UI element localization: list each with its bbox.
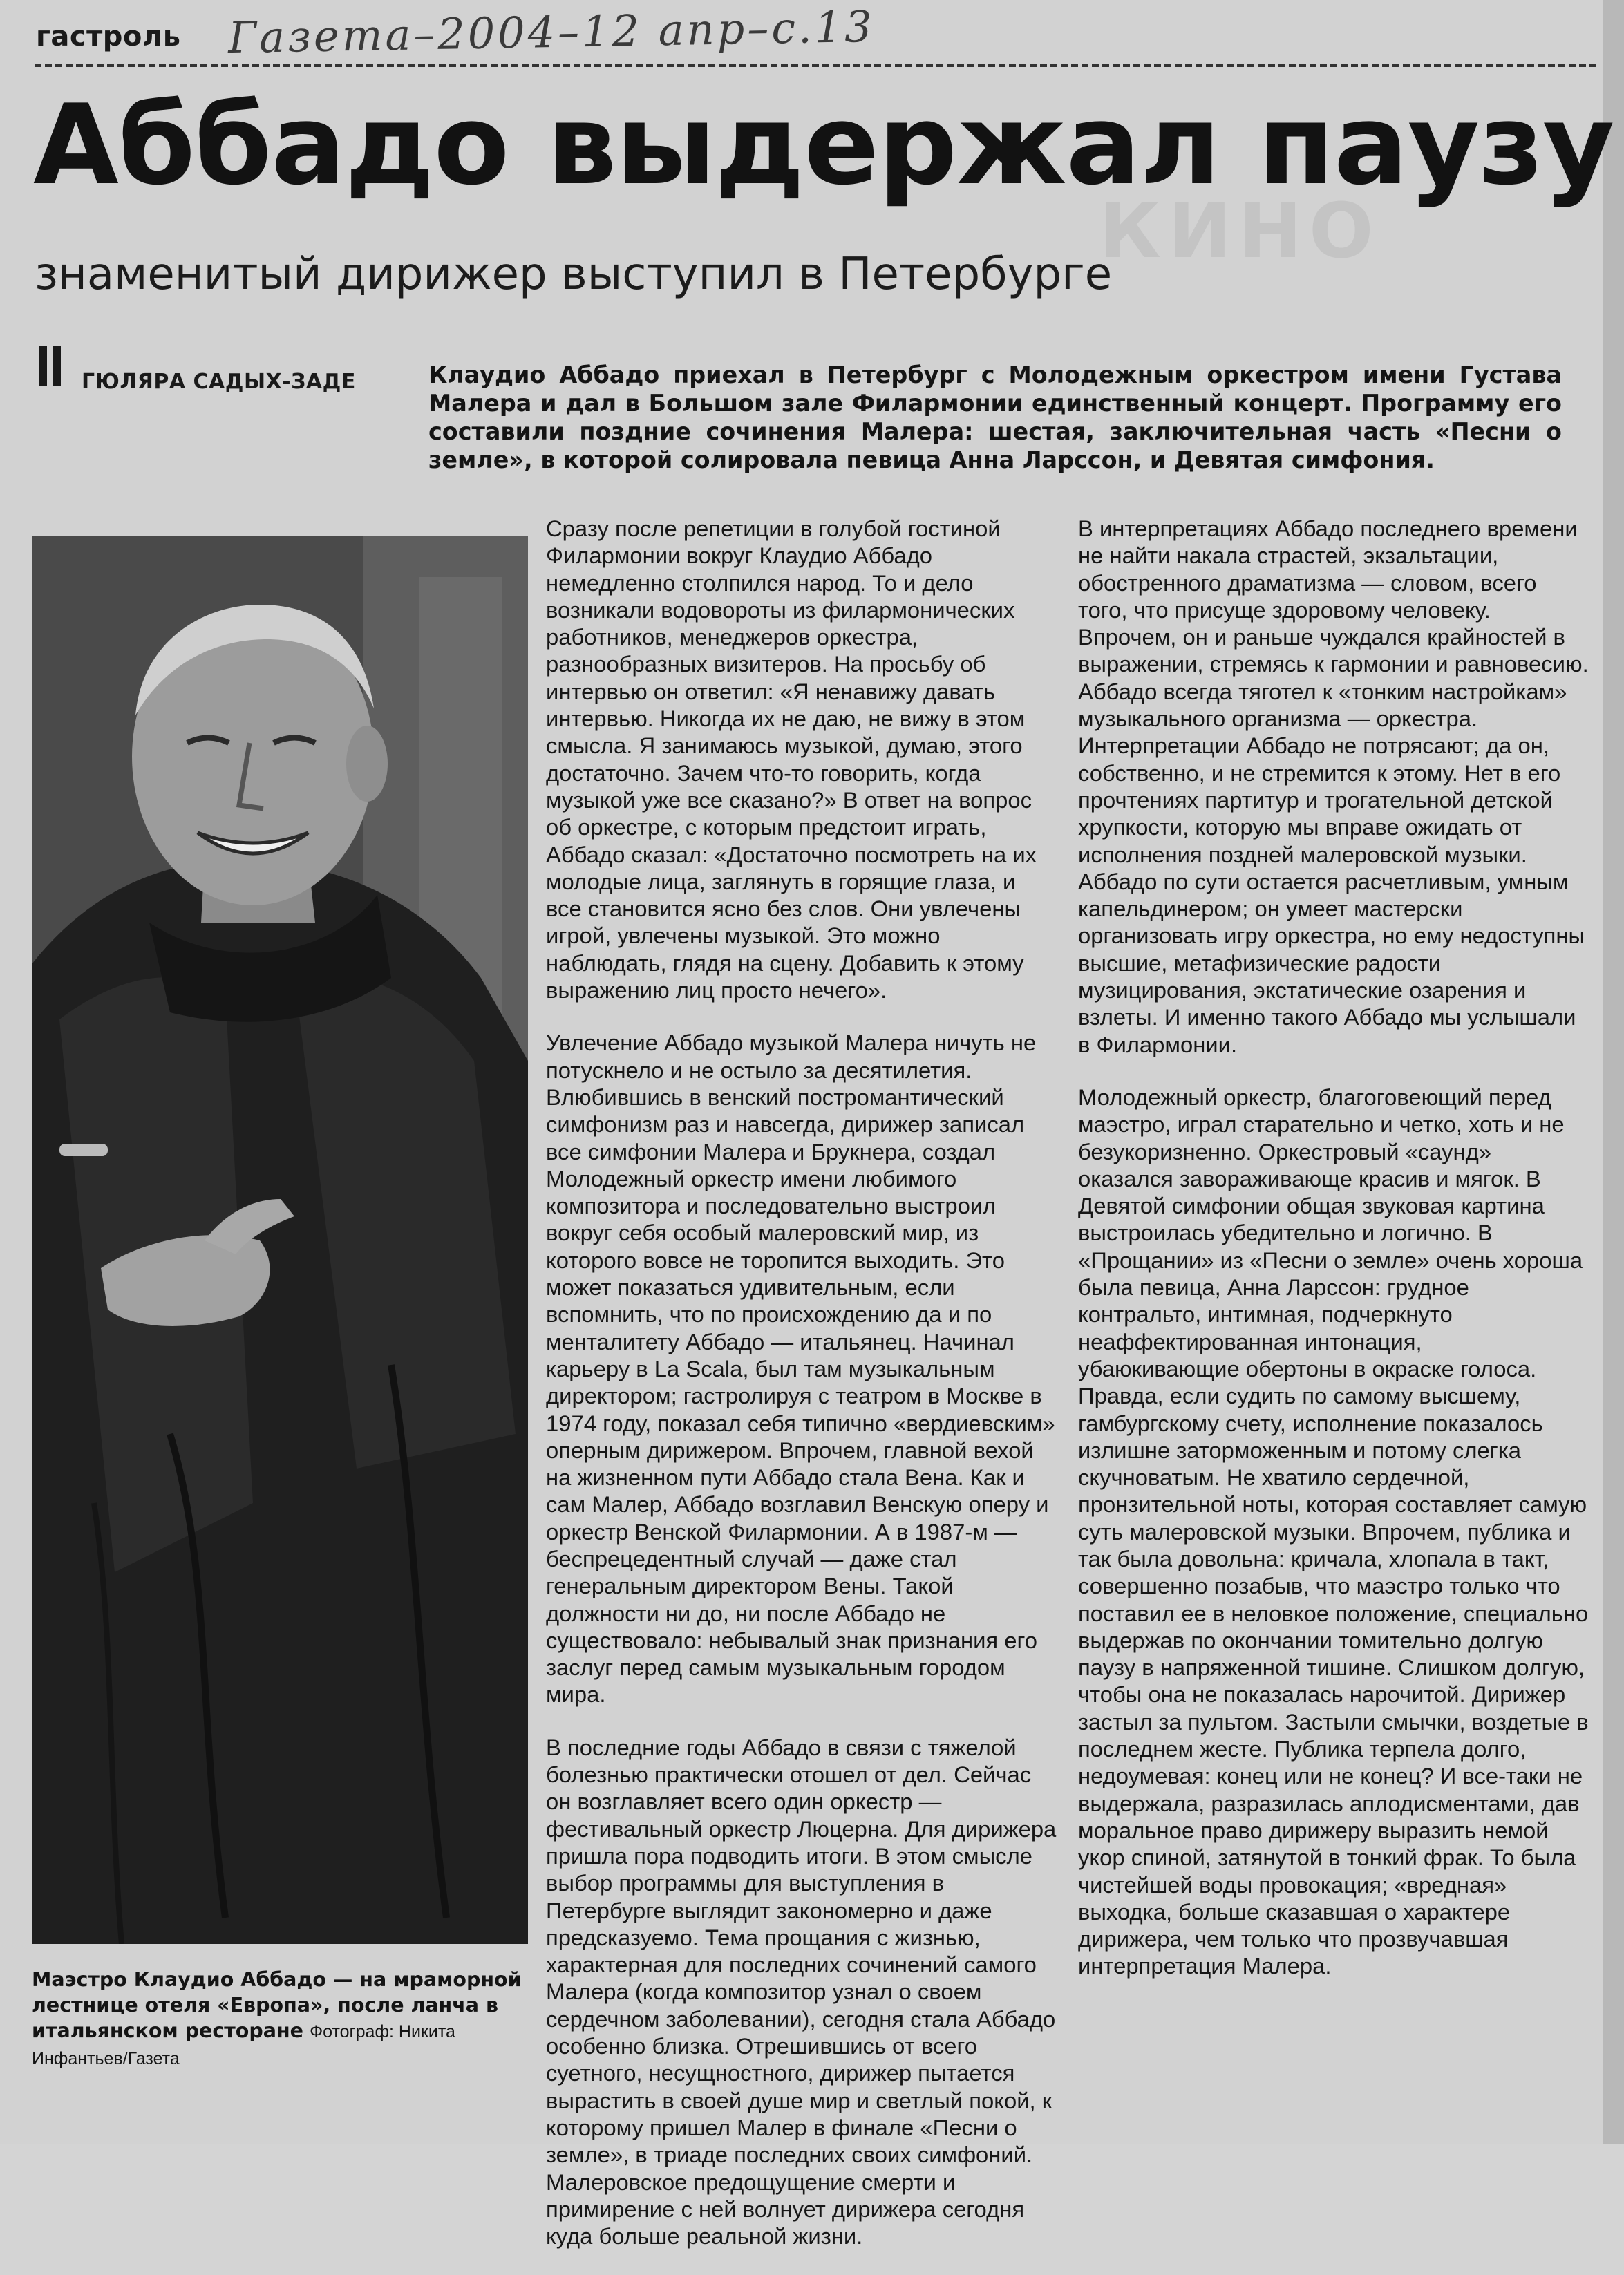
- author-byline: ГЮЛЯРА САДЫХ-ЗАДЕ: [82, 370, 356, 394]
- photo-caption: [32, 1967, 528, 2072]
- section-rubric: гастроль: [36, 21, 181, 53]
- author-marker-icon: [39, 346, 65, 386]
- headline: Аббадо выдержал паузу: [33, 80, 1614, 209]
- body-paragraph: Молодежный оркестр, благоговеющий перед маэстро, играл старательно и четко, хоть и не безукоризненно. Оркестровый «саунд» оказался завораживающе красив и мягок. В Девятой симфонии общая звуковая картина выстроилась убедительно и логично. В «Прощании» из «Песни о земле» очень хороша была певица, Анна Ларссон: грудное контральто, интимная, подчеркнуто неаффектированная интонация, убаюкивающие обертоны в окраске голоса. Правда, если судить по самому высшему, гамбургскому счету, исполнение показалось излишне заторможенным и потому слегка скучноватым. Не хватило сердечной, пронзительной ноты, которая составляет самую суть малеровской музыки. Впрочем, публика и так была довольна: кричала, хлопала в такт, совершенно позабыв, что маэстро только что поставил ее в неловкое положение, специально выдержав по окончании томительно долгую паузу в напряженной тишине. Слишком долгую, чтобы она не показалась нарочитой. Дирижер застыл за пультом. Застыли смычки, воздетые в последнем жесте. Публика терпела долго, недоумевая: конец или не конец? И все-таки не выдержала, разразилась аплодисментами, дав моральное право дирижеру выразить немой укор спиной, затянутой в тонкий фрак. То была чистейшей воды провокация; «вредная» выходка, больше сказавшая о характере дирижера, чем только что прозвучавшая интерпретация Малера.: [1078, 1084, 1589, 1979]
- handwritten-source-note: Газета–2004–12 апр–с.13: [227, 1, 876, 64]
- bleed-through-text: КИНО: [1099, 187, 1381, 275]
- body-column-2: [1078, 515, 1589, 2005]
- body-paragraph: В последние годы Аббадо в связи с тяжелой болезнью практически отошел от дел. Сейчас он возглавляет всего один оркестр — фестивальный оркестр Люцерна. Для дирижера пришла пора подводить итоги. В этом смысле выбор программы для выступления в Петербурге выглядит закономерно и даже предсказуемо. Тема прощания с жизнью, характерная для последних сочинений самого Малера (когда композитор узнал о своем сердечном заболевании), сегодня стала Аббадо особенно близка. Отрешившись от всего суетного, несущностного, дирижер пытается вырастить в своей душе мир и светлый покой, к которому пришел Малер в финале «Песни о земле», в триаде последних своих симфоний. Малеровское предощущение смерти и примирение с ней волнует дирижера сегодня куда больше реальной жизни.: [546, 1734, 1057, 2249]
- body-column-1: [546, 515, 1057, 2275]
- subheadline: знаменитый дирижер выступил в Петербурге: [35, 249, 1113, 300]
- conductor-photo: [32, 536, 528, 1944]
- conductor-figure: [32, 536, 528, 1944]
- lead-paragraph: Клаудио Аббадо приехал в Петербург с Молодежным оркестром имени Густава Малера и дал в Большом зале Филармонии единственный концерт. Программу его составили поздние сочинения Малера: шестая, заключительная часть «Песни о земле», в которой солировала певица Анна Ларссон, и Девятая симфония.: [428, 361, 1562, 473]
- body-paragraph: Увлечение Аббадо музыкой Малера ничуть не потускнело и не остыло за десятилетия. Влюбившись в венский постромантический симфонизм раз и навсегда, дирижер записал все симфонии Малера и Брукнера, создал Молодежный оркестр имени любимого композитора и последовательно выстроил вокруг себя особый малеровский мир, из которого вовсе не торопится выходить. Это может показаться удивительным, если вспомнить, что по происхождению да и по менталитету Аббадо — итальянец. Начинал карьеру в La Scala, был там музыкальным директором; гастролируя с театром в Москве в 1974 году, показал себя типично «вердиевским» оперным дирижером. Впрочем, главной вехой на жизненном пути Аббадо стала Вена. Как и сам Малер, Аббадо возглавил Венскую оперу и оркестр Венской Филармонии. А в 1987-м — беспрецедентный случай — даже стал генеральным директором Вены. Такой должности ни до, ни после Аббадо не существовало: небывалый знак признания его заслуг перед самым музыкальным городом мира.: [546, 1030, 1055, 1708]
- caption-text: Маэстро Клаудио Аббадо — на мраморной лестнице отеля «Европа», после ланча в итальянском ресторане: [32, 1968, 522, 2042]
- photo-credit: Фотограф: Никита Инфантьев/Газета: [32, 2022, 455, 2068]
- body-paragraph: В интерпретациях Аббадо последнего времени не найти накала страстей, экзальтации, обостренного драматизма — словом, всего того, что присуще здоровому человеку. Впрочем, он и раньше чуждался крайностей в выражении, стремясь к гармонии и равновесию. Аббадо всегда тяготел к «тонким настройкам» музыкального организма — оркестра. Интерпретации Аббадо не потрясают; да он, собственно, и не стремится к этому. Нет в его прочтениях партитур и трогательной детской хрупкости, которую мы вправе ожидать от исполнения поздней малеровской музыки. Аббадо по сути остается расчетливым, умным капельдинером; он умеет мастерски организовать игру оркестра, но ему недоступны высшие, метафизические радости музицирования, экстатические озарения и взлеты. И именно такого Аббадо мы услышали в Филармонии.: [1078, 516, 1589, 1057]
- adjacent-page-edge: [1603, 0, 1624, 2144]
- body-paragraph: Сразу после репетиции в голубой гостиной Филармонии вокруг Клаудио Аббадо немедленно столпился народ. То и дело возникали водовороты из филармонических работников, менеджеров оркестра, разнообразных визитеров. На просьбу об интервью он ответил: «Я ненавижу давать интервью. Никогда их не даю, не вижу в этом смысла. Я занимаюсь музыкой, думаю, этого достаточно. Зачем что-то говорить, когда музыкой уже все сказано?» В ответ на вопрос об оркестре, с которым предстоит играть, Аббадо сказал: «Достаточно посмотреть на их молодые лица, заглянуть в горящие глаза, и все становится ясно без слов. Они увлечены игрой, увлечены музыкой. Это можно наблюдать, глядя на сцену. Добавить к этому выражению лиц просто нечего».: [546, 516, 1037, 1003]
- header-divider: [35, 64, 1596, 67]
